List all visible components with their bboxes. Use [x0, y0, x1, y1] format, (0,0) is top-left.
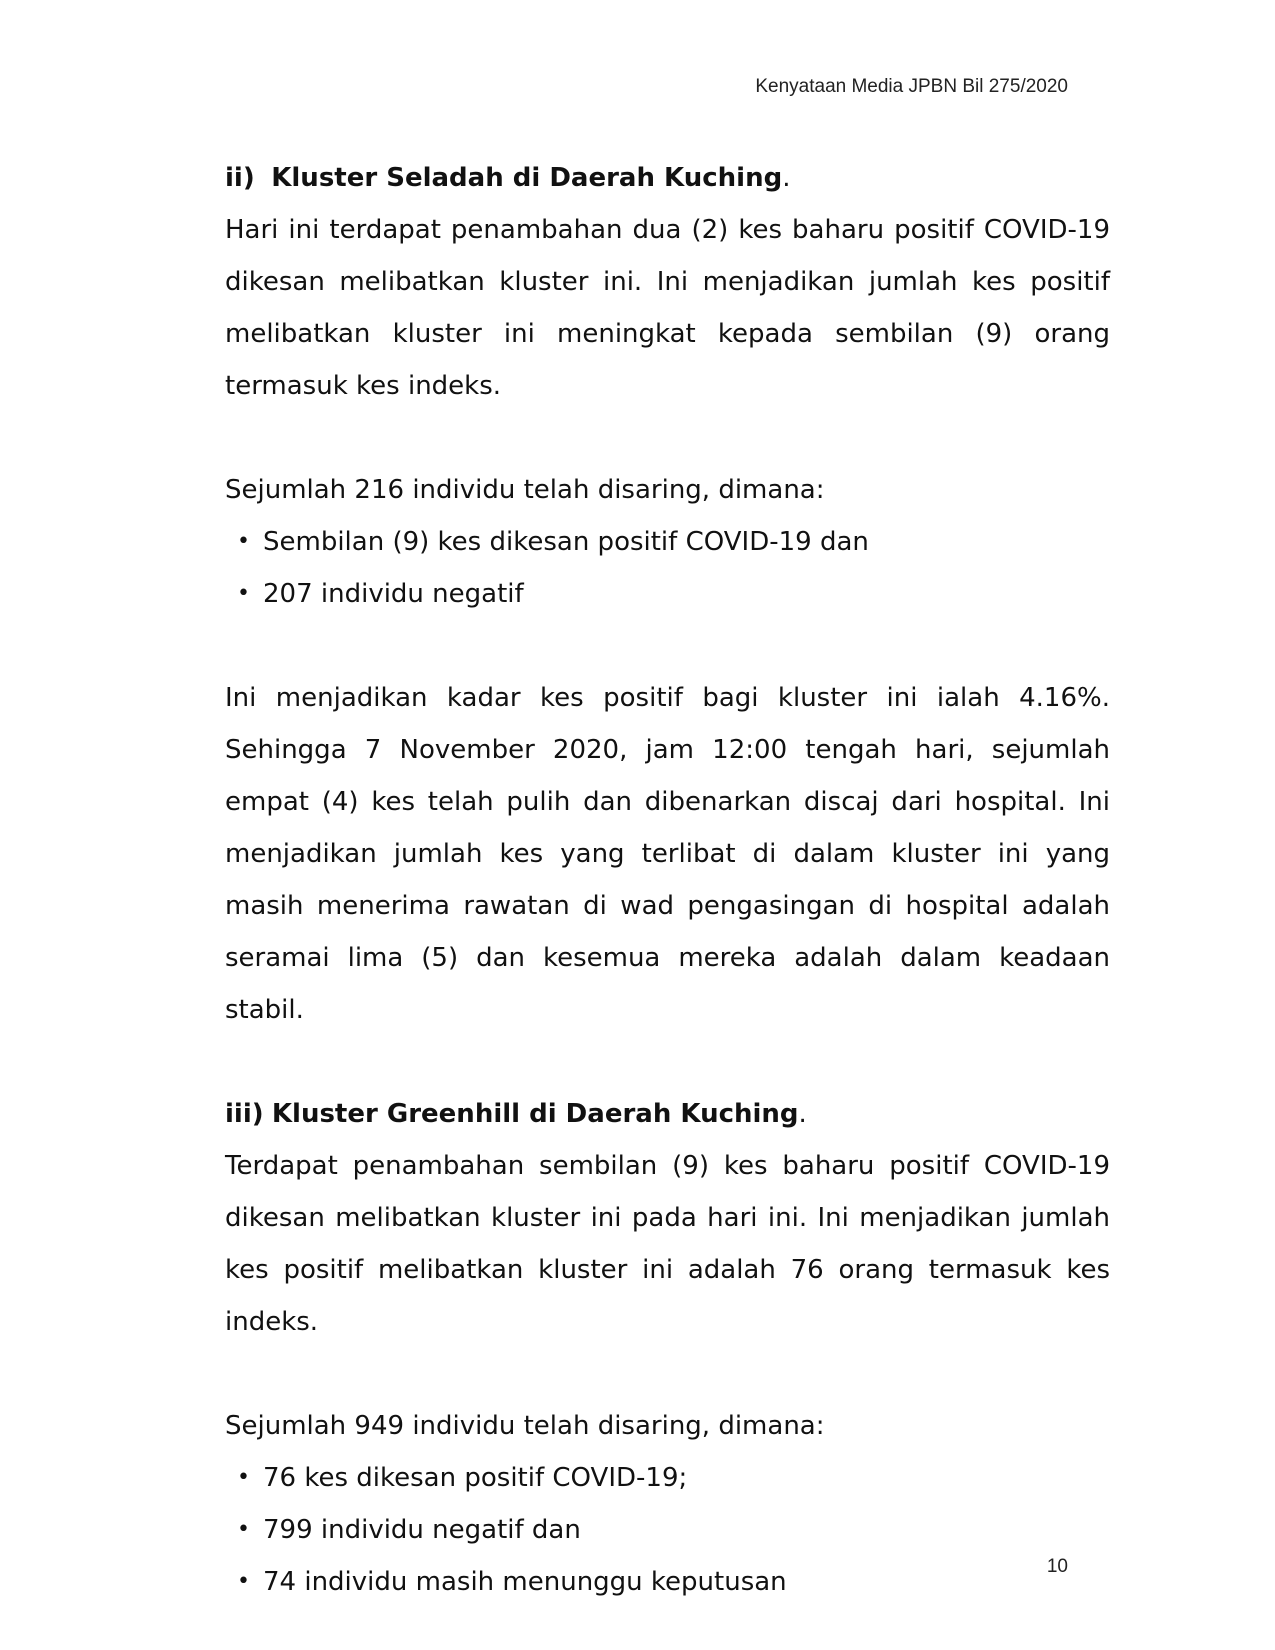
list-item-text: Sembilan (9) kes dikesan positif COVID-19 dan	[263, 527, 869, 557]
section-numeral: ii)	[225, 163, 255, 193]
screening-lead: Sejumlah 949 individu telah disaring, dimana:	[225, 1411, 825, 1441]
section-heading-greenhill	[225, 1088, 1110, 1140]
list-item	[237, 568, 1110, 620]
screening-lead: Sejumlah 216 individu telah disaring, dimana:	[225, 475, 825, 505]
section-heading-seladah	[225, 152, 1110, 204]
bullet-icon: •	[237, 1465, 250, 1490]
list-item-text: 76 kes dikesan positif COVID-19;	[263, 1463, 688, 1493]
list-item-text: 74 individu masih menunggu keputusan	[263, 1567, 787, 1597]
section-title: Kluster Seladah di Daerah Kuching	[271, 163, 783, 193]
list-item	[237, 516, 1110, 568]
bullet-icon: •	[237, 581, 250, 606]
list-item	[237, 1452, 1110, 1504]
section-paragraph: Terdapat penambahan sembilan (9) kes baharu positif COVID-19 dikesan melibatkan kluster ini pada hari ini. Ini menjadikan jumlah kes positif melibatkan kluster ini adalah 76 orang termasuk kes indeks.	[225, 1151, 1110, 1337]
list-item-text: 799 individu negatif dan	[263, 1515, 581, 1545]
section-title-suffix: .	[782, 163, 791, 193]
closing-paragraph: Ini menjadikan kadar kes positif bagi kluster ini ialah 4.16%. Sehingga 7 November 2020, jam 12:00 tengah hari, sejumlah empat (4) kes telah pulih dan dibenarkan discaj dari hospital. Ini menjadikan jumlah kes yang terlibat di dalam kluster ini yang masih menerima rawatan di wad pengasingan di hospital adalah seramai lima (5) dan kesemua mereka adalah dalam keadaan stabil.	[225, 683, 1110, 1025]
section-paragraph: Hari ini terdapat penambahan dua (2) kes baharu positif COVID-19 dikesan melibatkan kluster ini. Ini menjadikan jumlah kes positif melibatkan kluster ini meningkat kepada sembilan (9) orang termasuk kes indeks.	[225, 215, 1110, 401]
screening-list	[225, 516, 1110, 620]
page-number: 10	[1046, 1556, 1068, 1577]
document-reference: Kenyataan Media JPBN Bil 275/2020	[755, 76, 1068, 97]
document-body	[225, 152, 1110, 1608]
section-title-suffix: .	[798, 1099, 807, 1129]
section-numeral: iii)	[225, 1099, 264, 1129]
screening-list	[225, 1452, 1110, 1608]
section-title: Kluster Greenhill di Daerah Kuching	[271, 1099, 799, 1129]
bullet-icon: •	[237, 529, 250, 554]
bullet-icon: •	[237, 1517, 250, 1542]
list-item	[237, 1556, 1110, 1608]
list-item-text: 207 individu negatif	[263, 579, 524, 609]
list-item	[237, 1504, 1110, 1556]
bullet-icon: •	[237, 1569, 250, 1594]
